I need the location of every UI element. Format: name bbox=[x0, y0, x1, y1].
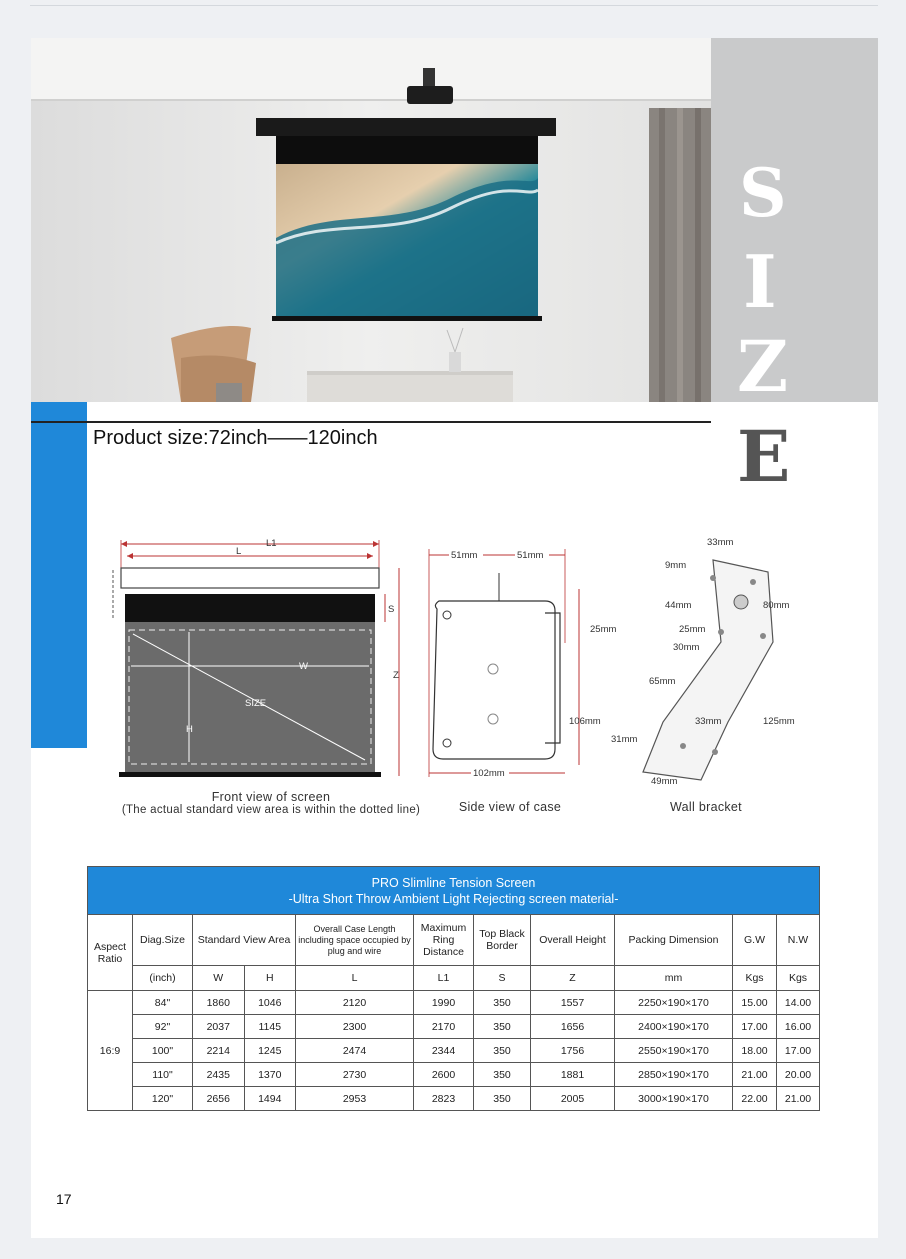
cell-h: 1370 bbox=[244, 1063, 296, 1087]
cell-l: 2953 bbox=[296, 1087, 414, 1111]
top-bar-divider bbox=[30, 5, 878, 6]
unit-nw: Kgs bbox=[777, 966, 820, 991]
table-row bbox=[88, 991, 820, 1015]
cell-gw: 21.00 bbox=[733, 1063, 777, 1087]
unit-pack: mm bbox=[615, 966, 733, 991]
cell-z: 1656 bbox=[531, 1015, 615, 1039]
cell-w: 2435 bbox=[193, 1063, 245, 1087]
cell-nw: 16.00 bbox=[777, 1015, 820, 1039]
cell-z: 1557 bbox=[531, 991, 615, 1015]
table-title-line2: -Ultra Short Throw Ambient Light Rejecting screen material- bbox=[288, 891, 619, 906]
cell-nw: 21.00 bbox=[777, 1087, 820, 1111]
cell-diag: 100" bbox=[133, 1039, 193, 1063]
product-size-title: Product size:72inch——120inch bbox=[93, 427, 378, 449]
unit-l: L bbox=[296, 966, 414, 991]
cell-z: 2005 bbox=[531, 1087, 615, 1111]
hdr-nw: N.W bbox=[777, 915, 820, 966]
cell-h: 1494 bbox=[244, 1087, 296, 1111]
cell-nw: 17.00 bbox=[777, 1039, 820, 1063]
hdr-overall-height: Overall Height bbox=[531, 915, 615, 966]
cell-diag: 110" bbox=[133, 1063, 193, 1087]
table-title-line1: PRO Slimline Tension Screen bbox=[371, 875, 536, 890]
cell-s: 350 bbox=[474, 1015, 531, 1039]
cell-w: 2037 bbox=[193, 1015, 245, 1039]
cell-gw: 15.00 bbox=[733, 991, 777, 1015]
hdr-packing-dimension: Packing Dimension bbox=[615, 915, 733, 966]
bracket-label-5: 30mm bbox=[673, 642, 700, 653]
cell-diag: 84" bbox=[133, 991, 193, 1015]
size-letter-z: Z bbox=[737, 325, 789, 408]
cell-pack: 2550×190×170 bbox=[615, 1039, 733, 1063]
bracket-label-9: 31mm bbox=[611, 734, 638, 745]
cell-s: 350 bbox=[474, 1063, 531, 1087]
cell-h: 1145 bbox=[244, 1015, 296, 1039]
cell-s: 350 bbox=[474, 991, 531, 1015]
front-label-l: L bbox=[236, 546, 242, 557]
side-label-height: 106mm bbox=[569, 716, 601, 727]
wall-bracket-caption: Wall bracket bbox=[670, 800, 742, 814]
cell-pack: 2250×190×170 bbox=[615, 991, 733, 1015]
title-divider bbox=[31, 421, 711, 423]
cell-gw: 17.00 bbox=[733, 1015, 777, 1039]
spec-table bbox=[87, 866, 820, 1111]
side-view-caption: Side view of case bbox=[458, 800, 562, 814]
side-label-right-top: 25mm bbox=[590, 624, 617, 635]
cell-s: 350 bbox=[474, 1039, 531, 1063]
cell-h: 1046 bbox=[244, 991, 296, 1015]
cell-h: 1245 bbox=[244, 1039, 296, 1063]
cell-l: 2730 bbox=[296, 1063, 414, 1087]
cell-gw: 22.00 bbox=[733, 1087, 777, 1111]
cell-pack: 2850×190×170 bbox=[615, 1063, 733, 1087]
table-row bbox=[88, 1087, 820, 1111]
front-label-z: Z bbox=[393, 670, 399, 681]
cell-z: 1881 bbox=[531, 1063, 615, 1087]
table-row bbox=[88, 1015, 820, 1039]
unit-l1: L1 bbox=[414, 966, 474, 991]
cell-w: 2214 bbox=[193, 1039, 245, 1063]
side-label-top-left: 51mm bbox=[451, 550, 478, 561]
cell-pack: 2400×190×170 bbox=[615, 1015, 733, 1039]
wall-bracket-diagram bbox=[603, 532, 803, 788]
front-view-diagram bbox=[103, 530, 413, 790]
hdr-top-black-border: Top Black Border bbox=[474, 915, 531, 966]
unit-z: Z bbox=[531, 966, 615, 991]
front-view-caption bbox=[91, 790, 451, 816]
hdr-diag-size: Diag.Size bbox=[133, 915, 193, 966]
side-label-bottom: 102mm bbox=[473, 768, 505, 779]
hdr-standard-view-area: Standard View Area bbox=[193, 915, 296, 966]
cell-w: 1860 bbox=[193, 991, 245, 1015]
front-view-caption-title: Front view of screen bbox=[211, 790, 331, 804]
table-title bbox=[88, 867, 820, 915]
size-letter-i: I bbox=[743, 239, 777, 324]
blue-accent-bar bbox=[31, 402, 87, 748]
page-number: 17 bbox=[56, 1191, 72, 1207]
hdr-max-ring-distance: Maximum Ring Distance bbox=[414, 915, 474, 966]
front-label-h: H bbox=[186, 724, 193, 735]
unit-gw: Kgs bbox=[733, 966, 777, 991]
unit-h: H bbox=[244, 966, 296, 991]
bracket-label-4: 25mm bbox=[679, 624, 706, 635]
hdr-gw: G.W bbox=[733, 915, 777, 966]
cell-l1: 2344 bbox=[414, 1039, 474, 1063]
front-label-w: W bbox=[299, 661, 308, 672]
cell-gw: 18.00 bbox=[733, 1039, 777, 1063]
unit-diag: (inch) bbox=[133, 966, 193, 991]
table-row bbox=[88, 1063, 820, 1087]
bracket-label-8: 125mm bbox=[763, 716, 795, 727]
hdr-aspect-ratio: Aspect Ratio bbox=[88, 915, 133, 991]
bracket-label-3: 80mm bbox=[763, 600, 790, 611]
hdr-overall-case-length: Overall Case Length including space occupied by plug and wire bbox=[296, 915, 414, 966]
front-label-size: SIZE bbox=[245, 698, 267, 709]
cell-w: 2656 bbox=[193, 1087, 245, 1111]
bracket-label-10: 49mm bbox=[651, 776, 678, 787]
cell-z: 1756 bbox=[531, 1039, 615, 1063]
cell-l1: 1990 bbox=[414, 991, 474, 1015]
top-bar bbox=[0, 0, 906, 22]
cell-nw: 14.00 bbox=[777, 991, 820, 1015]
cell-diag: 92" bbox=[133, 1015, 193, 1039]
table-row bbox=[88, 1039, 820, 1063]
cell-l1: 2600 bbox=[414, 1063, 474, 1087]
size-letter-e: E bbox=[737, 415, 791, 498]
front-view-caption-note: (The actual standard view area is within the dotted line) bbox=[121, 804, 421, 816]
aspect-value: 16:9 bbox=[88, 991, 133, 1111]
cell-l: 2474 bbox=[296, 1039, 414, 1063]
side-view-diagram bbox=[425, 543, 617, 783]
unit-s: S bbox=[474, 966, 531, 991]
bracket-label-6: 65mm bbox=[649, 676, 676, 687]
bracket-label-2: 44mm bbox=[665, 600, 692, 611]
bracket-label-7: 33mm bbox=[695, 716, 722, 727]
hero-product-photo bbox=[31, 38, 711, 402]
cell-l: 2120 bbox=[296, 991, 414, 1015]
bracket-label-0: 33mm bbox=[707, 537, 734, 548]
front-label-l1: L1 bbox=[266, 538, 277, 549]
front-label-s: S bbox=[388, 604, 395, 615]
cell-l1: 2170 bbox=[414, 1015, 474, 1039]
room-scene-illustration bbox=[31, 38, 711, 402]
cell-diag: 120" bbox=[133, 1087, 193, 1111]
cell-l: 2300 bbox=[296, 1015, 414, 1039]
cell-l1: 2823 bbox=[414, 1087, 474, 1111]
document-page bbox=[31, 38, 878, 1238]
side-label-top-right: 51mm bbox=[517, 550, 544, 561]
unit-w: W bbox=[193, 966, 245, 991]
size-letter-s: S bbox=[739, 154, 787, 232]
cell-pack: 3000×190×170 bbox=[615, 1087, 733, 1111]
cell-s: 350 bbox=[474, 1087, 531, 1111]
bracket-label-1: 9mm bbox=[665, 560, 687, 571]
cell-nw: 20.00 bbox=[777, 1063, 820, 1087]
